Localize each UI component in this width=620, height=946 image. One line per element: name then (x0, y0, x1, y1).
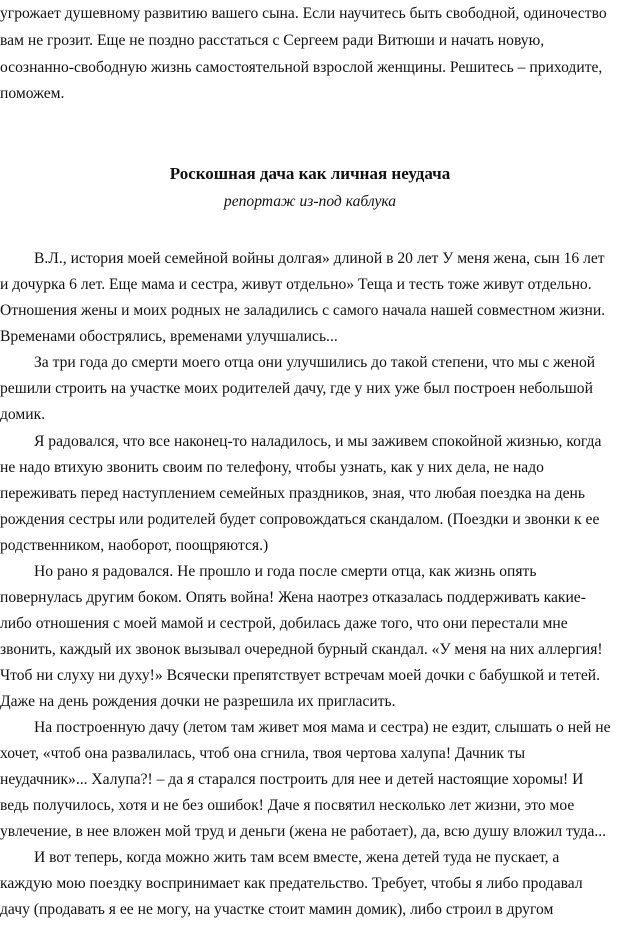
article-subtitle: репортаж из-под каблука (223, 193, 397, 210)
text-line: вам не грозит. Еще не поздно расстаться с Сергеем ради Витюши и начать новую, (0, 32, 545, 49)
text-line: увлечение, в нее вложен мой труд и деньги (жена не работает), да, всю душу вложил туда... (0, 823, 607, 840)
text-line: звонить, каждый их звонок вызывал очередной бурный скандал. «У меня на них аллергия! (0, 641, 603, 658)
text-line: неудачник»... Халупа?! – да я старался построить для нее и детей настоящие хоромы! И (0, 771, 584, 788)
article-title: Роскошная дача как личная неудача (169, 164, 451, 183)
text-line: Даже на день рождения дочки не разрешила их пригласить. (0, 693, 396, 710)
text-line: Временами обострялись, временами улучшались... (0, 328, 338, 345)
text-line: За три года до смерти моего отца они улучшились до такой степени, что мы с женой (34, 354, 596, 371)
text-line: ведь получилось, хотя и не без ошибок! Даче я посвятил несколько лет жизни, это мое (0, 797, 575, 814)
text-line: осознанно-свободную жизнь самостоятельной взрослой женщины. Решитесь – приходите, (0, 59, 603, 76)
text-line: родственником, наоборот, поощряются.) (0, 537, 269, 554)
text-line: хочет, «чтоб она развалилась, чтоб она сгнила, твоя чертова халупа! Дачник ты (0, 745, 526, 762)
text-line: повернулась другим боком. Опять война! Жена наотрез отказалась поддерживать какие- (0, 589, 586, 606)
text-line: рождения сестры или родителей будет сопровождаться скандалом. (Поездки и звонки к ее (0, 511, 600, 528)
text-line: не надо втихую звонить своим по телефону, чтобы узнать, как у них дела, не надо (0, 459, 544, 476)
text-line: и дочурка 6 лет. Еще мама и сестра, живут отдельно» Теща и тесть тоже живут отдельно. (0, 276, 592, 293)
text-line: дачу (продавать я ее не могу, на участке стоит мамин домик), либо строил в другом (0, 901, 554, 918)
text-line: И вот теперь, когда можно жить там всем вместе, жена детей туда не пускает, а (34, 849, 560, 866)
text-line: Я радовался, что все наконец-то наладилось, и мы заживем спокойной жизнью, когда (34, 433, 602, 450)
text-line: На построенную дачу (летом там живет моя мама и сестра) не ездит, слышать о ней не (34, 719, 611, 736)
text-line: Отношения жены и моих родных не заладились с самого начала нашей совместном жизни. (0, 302, 606, 319)
text-line: поможем. (0, 85, 65, 102)
text-line: домик. (0, 406, 46, 423)
text-line: Чтоб ни слуху ни духу!» Всячески препятствует встречам моей дочки с бабушкой и тетей. (0, 667, 601, 684)
text-line: переживать перед наступлением семейных праздников, зная, что любая поездка на день (0, 485, 586, 502)
text-line: Но рано я радовался. Не прошло и года после смерти отца, как жизнь опять (34, 563, 537, 580)
text-line: решили строить на участке моих родителей дачу, где у них уже был построен небольшой (0, 380, 593, 397)
text-line: В.Л., история моей семейной войны долгая» длиной в 20 лет У меня жена, сын 16 лет (34, 250, 605, 267)
text-line: каждую мою поездку воспринимает как предательство. Требует, чтобы я либо продавал (0, 875, 583, 892)
text-line: либо отношения с моей мамой и сестрой, добилась даже того, что они перестали мне (0, 615, 568, 632)
text-line: угрожает душевному развитию вашего сына. Если научитесь быть свободной, одиночество (0, 5, 607, 22)
